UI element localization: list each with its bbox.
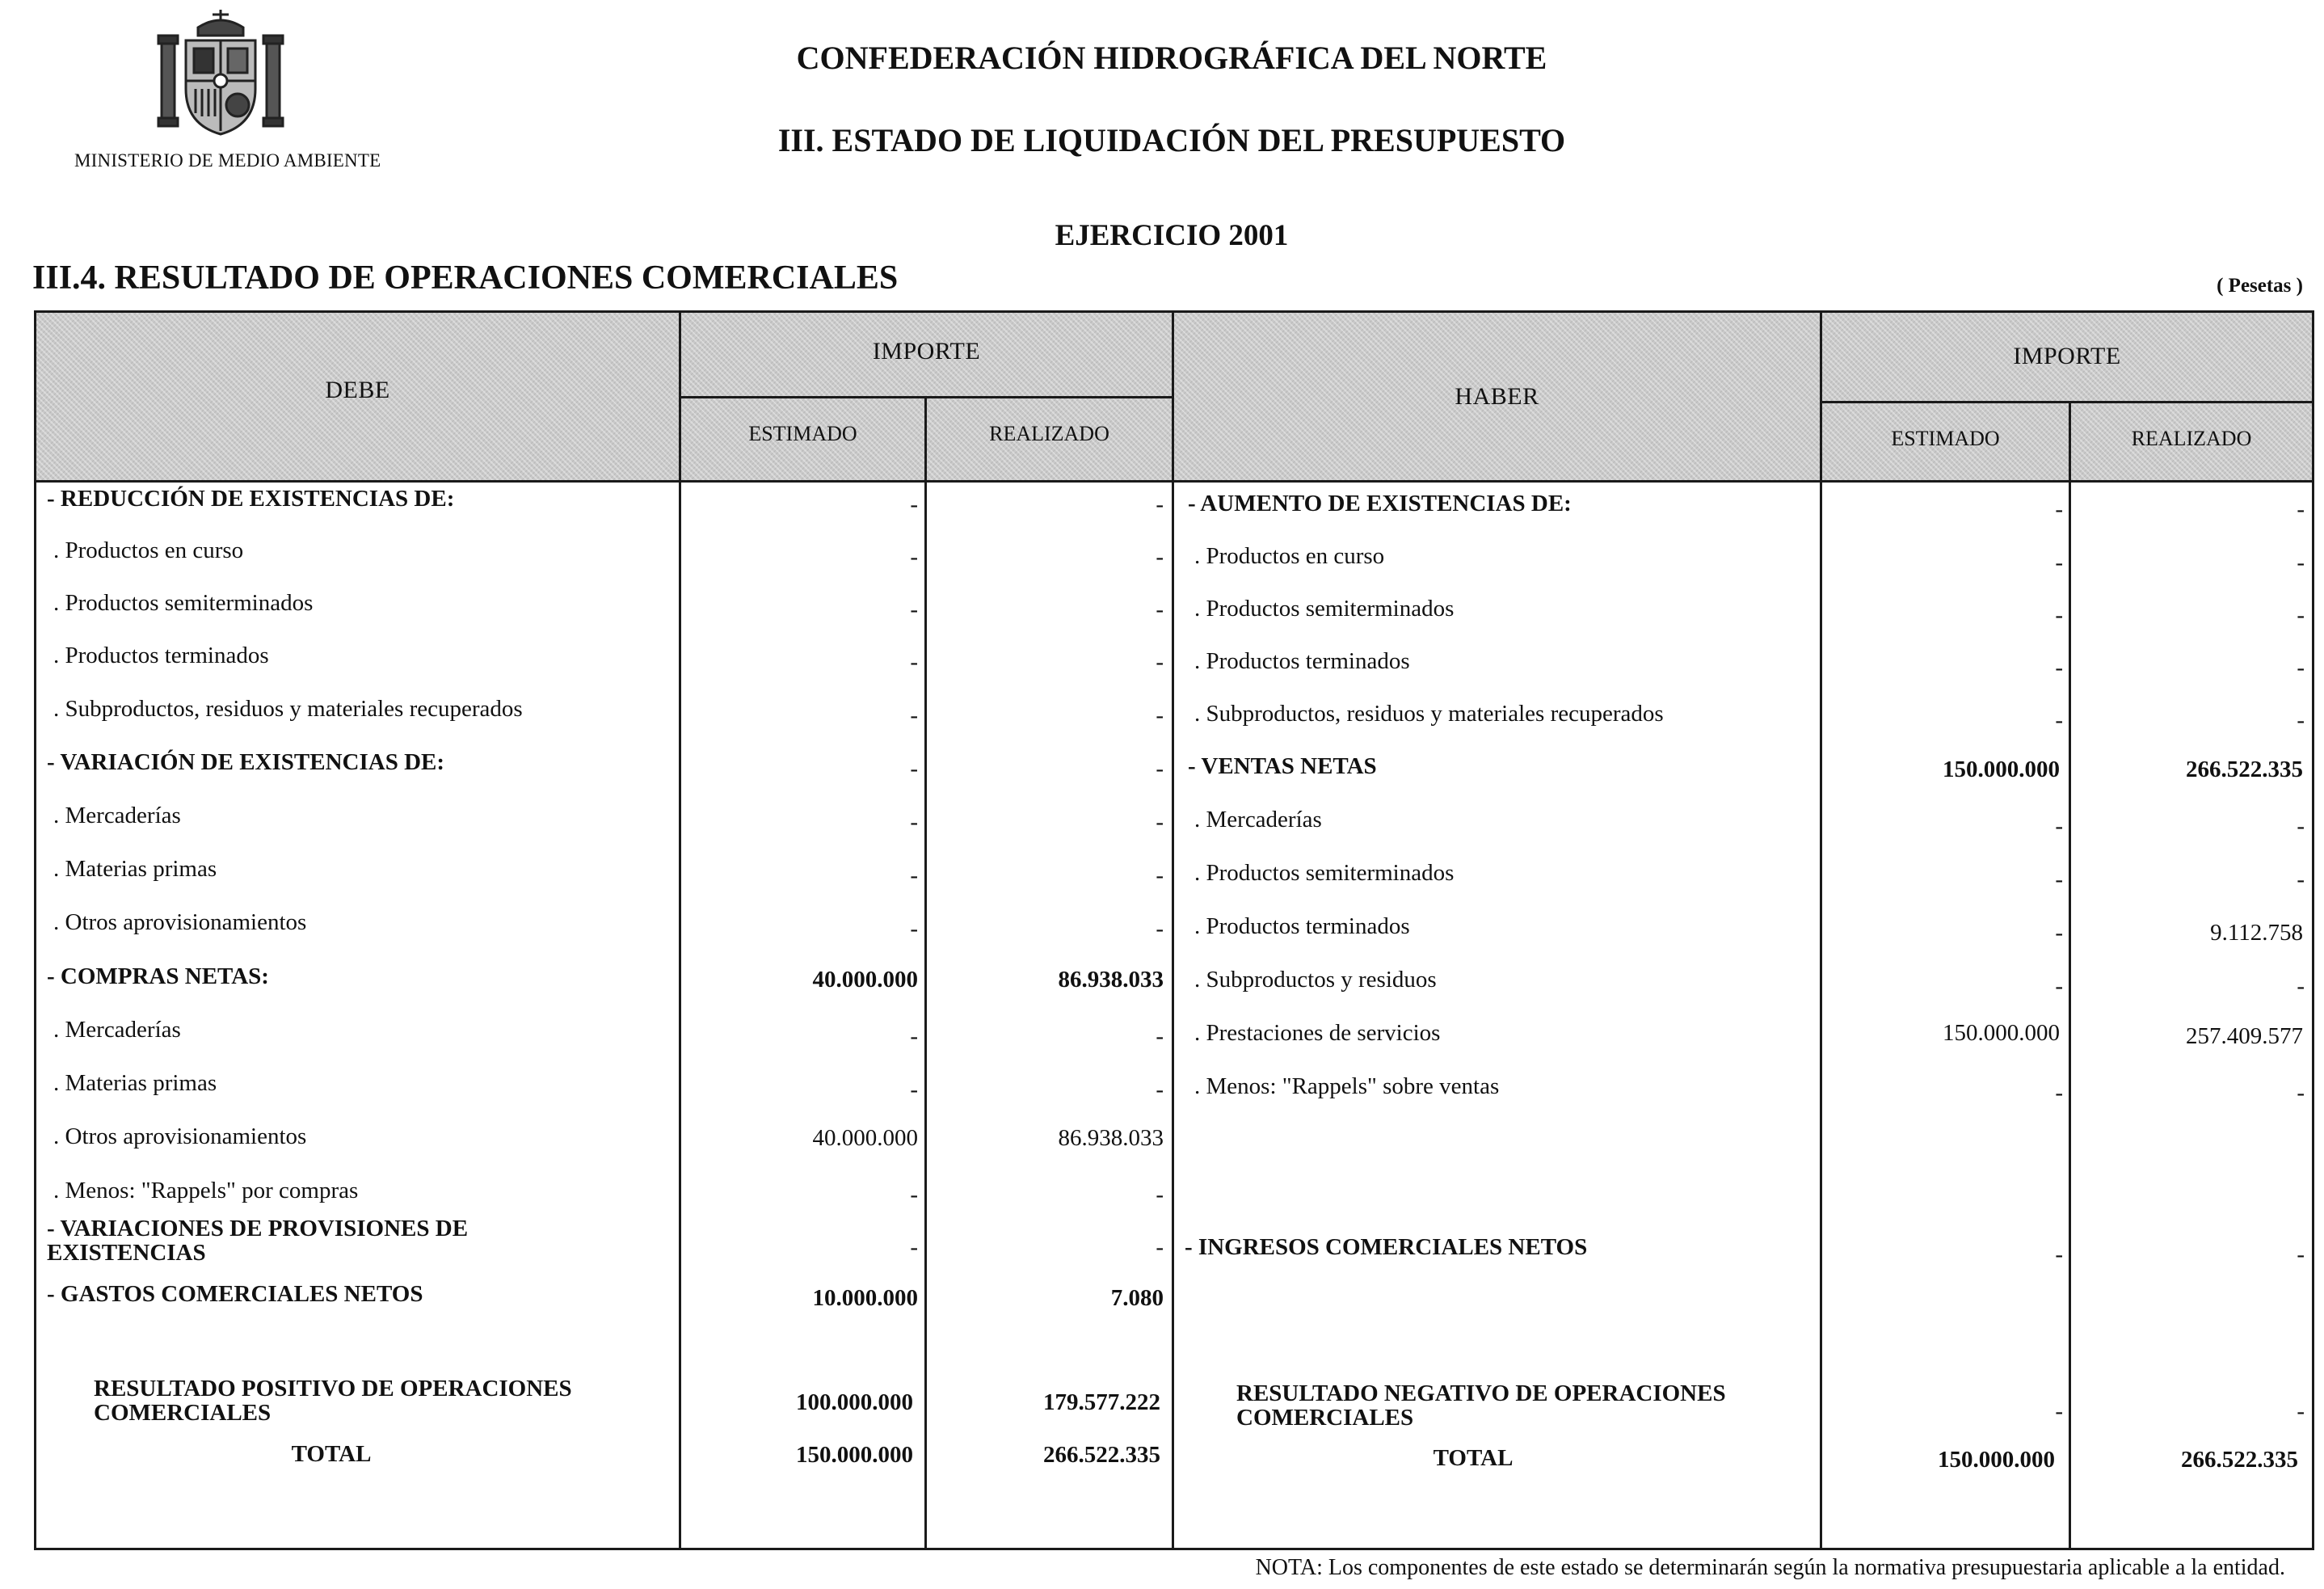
debe-row-realizado: - xyxy=(1156,1023,1164,1049)
debe-row-label: . Productos en curso xyxy=(53,537,244,563)
ministry-name: MINISTERIO DE MEDIO AMBIENTE xyxy=(74,150,381,171)
resultado-positivo-label: RESULTADO POSITIVO DE OPERACIONES COMERCIALES xyxy=(94,1376,572,1426)
resultado-negativo-realizado: - xyxy=(2297,1398,2305,1424)
haber-row-label: . Mercaderías xyxy=(1194,807,1322,832)
haber-row-label: . Productos en curso xyxy=(1194,543,1385,569)
haber-row-label: . Menos: "Rappels" sobre ventas xyxy=(1194,1073,1500,1099)
debe-row-estimado: - xyxy=(910,491,918,517)
debe-row-label: . Menos: "Rappels" por compras xyxy=(53,1178,359,1203)
haber-row-estimado: - xyxy=(2055,550,2063,575)
haber-row-realizado: - xyxy=(2297,496,2305,522)
debe-row-realizado: - xyxy=(1156,862,1164,888)
haber-row-estimado: - xyxy=(2055,973,2063,999)
haber-row-realizado: - xyxy=(2297,550,2305,575)
haber-row-realizado: - xyxy=(2297,707,2305,733)
debe-total-label: TOTAL xyxy=(291,1441,372,1467)
resultado-positivo-realizado: 179.577.222 xyxy=(1043,1389,1160,1415)
haber-row-label: - INGRESOS COMERCIALES NETOS xyxy=(1185,1234,1588,1260)
resultado-positivo-estimado: 100.000.000 xyxy=(796,1389,913,1415)
haber-total-estimado: 150.000.000 xyxy=(1938,1447,2055,1473)
haber-row-realizado: - xyxy=(2297,866,2305,892)
haber-row-estimado: - xyxy=(2055,655,2063,681)
debe-row-realizado: - xyxy=(1156,596,1164,622)
document-title: III. ESTADO DE LIQUIDACIÓN DEL PRESUPUESTO xyxy=(777,122,1566,158)
debe-row-realizado: - xyxy=(1156,491,1164,517)
haber-row-realizado: - xyxy=(2297,655,2305,681)
organization-title: CONFEDERACIÓN HIDROGRÁFICA DEL NORTE xyxy=(796,40,1547,76)
debe-row-estimado: - xyxy=(910,916,918,942)
resultado-negativo-label: RESULTADO NEGATIVO DE OPERACIONES COMERCIALES xyxy=(1236,1380,1726,1431)
debe-row-estimado: 40.000.000 xyxy=(812,1125,918,1151)
debe-row-realizado: - xyxy=(1156,756,1164,782)
debe-row-estimado: - xyxy=(910,1077,918,1102)
debe-row-realizado: 86.938.033 xyxy=(1058,967,1164,993)
debe-row-realizado: 7.080 xyxy=(1110,1285,1164,1311)
debe-row-estimado: - xyxy=(910,596,918,622)
debe-row-label: . Otros aprovisionamientos xyxy=(53,909,307,935)
debe-row-estimado: - xyxy=(910,649,918,675)
debe-row-label: - VARIACIÓN DE EXISTENCIAS DE: xyxy=(47,749,445,775)
currency-unit: ( Pesetas ) xyxy=(2217,275,2303,297)
debe-total-estimado: 150.000.000 xyxy=(796,1442,913,1468)
debe-row-estimado: - xyxy=(910,756,918,782)
debe-row-realizado: - xyxy=(1156,1077,1164,1102)
haber-row-realizado: 266.522.335 xyxy=(2186,757,2303,782)
haber-row-realizado: 9.112.758 xyxy=(2210,920,2303,946)
debe-row-label: - COMPRAS NETAS: xyxy=(47,963,269,989)
haber-row-realizado: - xyxy=(2297,813,2305,839)
haber-header: HABER xyxy=(1455,383,1539,410)
coat-of-arms-icon xyxy=(154,10,288,139)
debe-row-realizado: - xyxy=(1156,649,1164,675)
haber-row-label: . Productos terminados xyxy=(1194,648,1410,674)
debe-total-realizado: 266.522.335 xyxy=(1043,1442,1160,1468)
debe-row-estimado: - xyxy=(910,1234,918,1260)
debe-header: DEBE xyxy=(325,377,390,403)
debe-row-estimado: - xyxy=(910,544,918,570)
resultado-negativo-estimado: - xyxy=(2055,1398,2063,1424)
fiscal-year: EJERCICIO 2001 xyxy=(1055,219,1289,252)
footnote: NOTA: Los componentes de este estado se determinarán según la normativa presupuestaria aplicable a la entidad. xyxy=(1255,1555,2285,1580)
debe-row-realizado: - xyxy=(1156,1234,1164,1260)
debe-row-realizado: - xyxy=(1156,916,1164,942)
debe-row-label: - GASTOS COMERCIALES NETOS xyxy=(47,1281,423,1307)
debe-row-realizado: - xyxy=(1156,809,1164,835)
debe-importe-header: IMPORTE xyxy=(872,338,981,365)
debe-row-label: . Productos terminados xyxy=(53,643,269,668)
haber-row-estimado: - xyxy=(2055,920,2063,946)
debe-row-estimado: 40.000.000 xyxy=(812,967,918,993)
haber-total-label: TOTAL xyxy=(1433,1445,1514,1471)
debe-row-estimado: - xyxy=(910,862,918,888)
haber-row-estimado: - xyxy=(2055,1241,2063,1267)
haber-row-estimado: - xyxy=(2055,813,2063,839)
debe-row-label: . Productos semiterminados xyxy=(53,590,314,616)
section-title: III.4. RESULTADO DE OPERACIONES COMERCIALES xyxy=(32,259,899,297)
debe-row-label: - VARIACIONES DE PROVISIONES DE EXISTENCIAS xyxy=(47,1216,469,1266)
debe-row-realizado: - xyxy=(1156,702,1164,728)
haber-row-realizado: - xyxy=(2297,973,2305,999)
debe-row-label: . Materias primas xyxy=(53,856,217,882)
debe-row-label: . Materias primas xyxy=(53,1070,217,1096)
haber-row-estimado: - xyxy=(2055,707,2063,733)
debe-row-label: . Mercaderías xyxy=(53,1017,181,1043)
debe-row-estimado: - xyxy=(910,1023,918,1049)
debe-row-estimado: 10.000.000 xyxy=(812,1285,918,1311)
debe-row-label: . Mercaderías xyxy=(53,803,181,828)
haber-row-realizado: 257.409.577 xyxy=(2186,1023,2303,1049)
haber-importe-header: IMPORTE xyxy=(2013,343,2121,369)
haber-row-label: . Productos semiterminados xyxy=(1194,596,1455,622)
haber-row-estimado: - xyxy=(2055,1080,2063,1106)
haber-row-estimado: 150.000.000 xyxy=(1943,757,2060,782)
haber-row-estimado: - xyxy=(2055,496,2063,522)
haber-row-label: . Prestaciones de servicios xyxy=(1194,1020,1441,1046)
debe-row-estimado: - xyxy=(910,1182,918,1208)
debe-realizado-header: REALIZADO xyxy=(989,422,1109,445)
haber-row-realizado: - xyxy=(2297,1241,2305,1267)
haber-row-estimado: - xyxy=(2055,602,2063,628)
debe-row-realizado: - xyxy=(1156,1182,1164,1208)
haber-row-label: . Productos semiterminados xyxy=(1194,860,1455,886)
haber-realizado-header: REALIZADO xyxy=(2131,427,2252,450)
haber-row-label: - VENTAS NETAS xyxy=(1188,753,1377,779)
debe-row-estimado: - xyxy=(910,702,918,728)
haber-total-realizado: 266.522.335 xyxy=(2181,1447,2298,1473)
haber-row-estimado: 150.000.000 xyxy=(1943,1020,2060,1046)
haber-row-realizado: - xyxy=(2297,1080,2305,1106)
haber-estimado-header: ESTIMADO xyxy=(1891,427,2000,450)
debe-estimado-header: ESTIMADO xyxy=(748,422,857,445)
haber-row-realizado: - xyxy=(2297,602,2305,628)
debe-row-realizado: 86.938.033 xyxy=(1058,1125,1164,1151)
debe-row-estimado: - xyxy=(910,809,918,835)
debe-row-label: . Otros aprovisionamientos xyxy=(53,1123,307,1149)
debe-row-label: . Subproductos, residuos y materiales recuperados xyxy=(53,696,523,722)
haber-row-estimado: - xyxy=(2055,866,2063,892)
debe-row-realizado: - xyxy=(1156,544,1164,570)
haber-row-label: . Productos terminados xyxy=(1194,913,1410,939)
haber-row-label: . Subproductos y residuos xyxy=(1194,967,1437,993)
haber-row-label: . Subproductos, residuos y materiales recuperados xyxy=(1194,701,1664,727)
debe-row-label: - REDUCCIÓN DE EXISTENCIAS DE: xyxy=(47,486,455,512)
haber-row-label: - AUMENTO DE EXISTENCIAS DE: xyxy=(1188,491,1572,516)
